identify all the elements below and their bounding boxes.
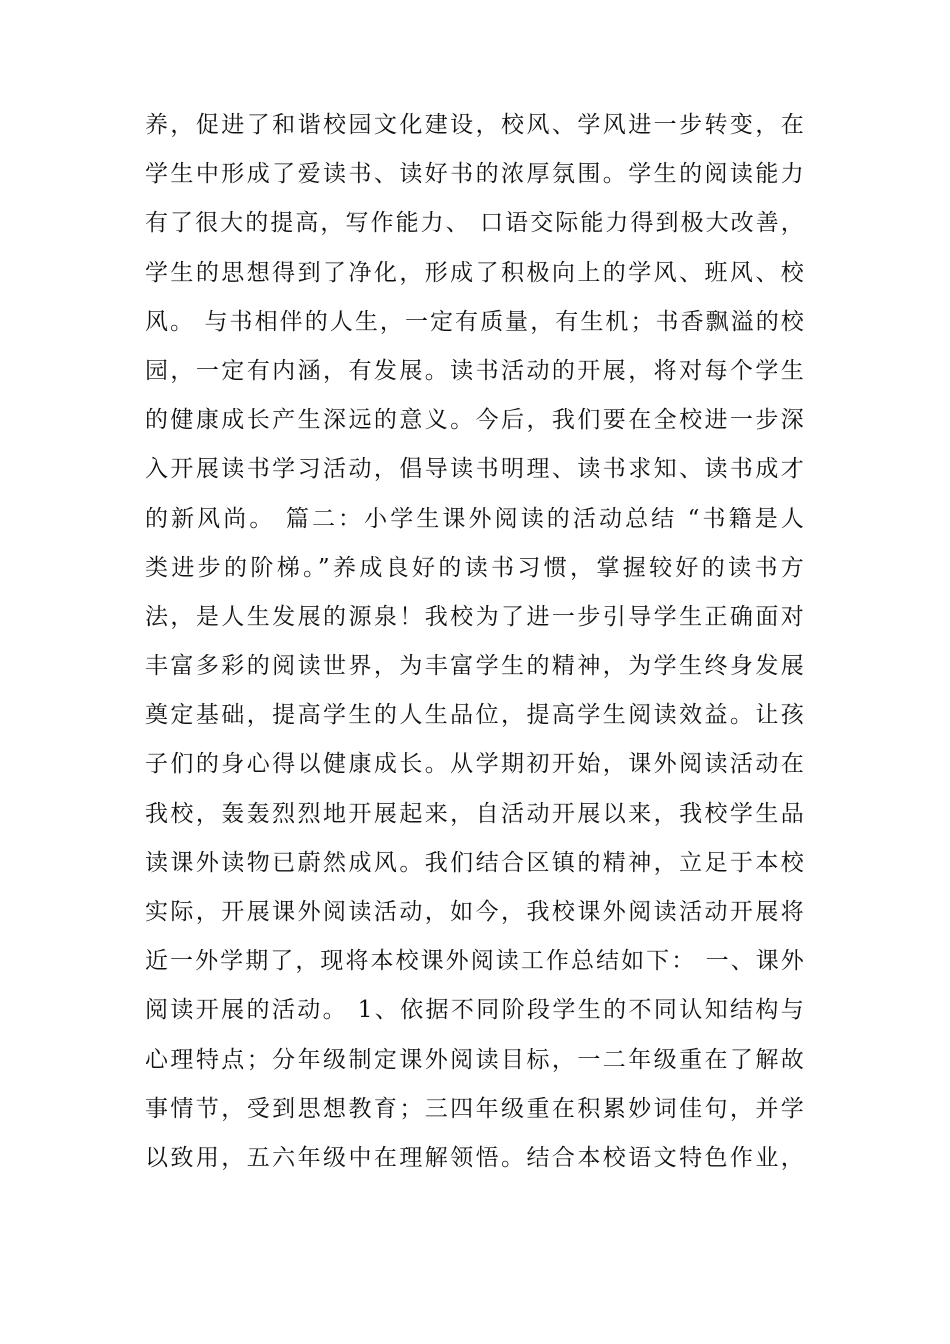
- text-line-1: 养，促进了和谐校园文化建设，校风、学风进一步转变，在: [145, 112, 805, 138]
- text-line-12: 丰富多彩的阅读世界，为丰富学生的精神，为学生终身发展: [145, 653, 805, 680]
- text-line-11: 法，是人生发展的源泉！我校为了进一步引导学生正确面对: [145, 603, 805, 630]
- text-line-16: 读课外读物已蔚然成风。我们结合区镇的精神，立足于本校: [145, 849, 805, 876]
- text-line-7: 的健康成长产生深远的意义。今后，我们要在全校进一步深: [145, 407, 805, 434]
- text-line-6: 园，一定有内涵，有发展。读书活动的开展，将对每个学生: [145, 357, 805, 384]
- body-text: [145, 101, 805, 1183]
- text-line-20: 心理特点；分年级制定课外阅读目标，一二年级重在了解故: [145, 1046, 805, 1073]
- text-line-3: 有了很大的提高，写作能力、 口语交际能力得到极大改善，: [145, 210, 805, 237]
- text-line-9: 的新风尚。 篇二：小学生课外阅读的活动总结 “书籍是人: [145, 505, 805, 532]
- text-line-8: 入开展读书学习活动，倡导读书明理、读书求知、读书成才: [145, 456, 805, 483]
- text-line-2: 学生中形成了爱读书、读好书的浓厚氛围。学生的阅读能力: [145, 161, 805, 188]
- text-line-4: 学生的思想得到了净化，形成了积极向上的学风、班风、校: [145, 259, 805, 286]
- text-line-17: 实际，开展课外阅读活动，如今，我校课外阅读活动开展将: [145, 899, 805, 925]
- text-line-19: 阅读开展的活动。 1、依据不同阶段学生的不同认知结构与: [145, 997, 805, 1024]
- text-line-5: 风。 与书相伴的人生，一定有质量，有生机；书香飘溢的校: [145, 308, 805, 335]
- text-line-15: 我校，轰轰烈烈地开展起来，自活动开展以来，我校学生品: [145, 800, 805, 827]
- text-line-21: 事情节，受到思想教育；三四年级重在积累妙词佳句，并学: [145, 1095, 805, 1122]
- text-line-14: 子们的身心得以健康成长。从学期初开始，课外阅读活动在: [145, 751, 805, 778]
- text-line-13: 奠定基础，提高学生的人生品位，提高学生阅读效益。让孩: [145, 702, 805, 729]
- text-line-10: 类进步的阶梯。”养成良好的读书习惯，掌握较好的读书方: [145, 554, 805, 581]
- text-line-18: 近一外学期了，现将本校课外阅读工作总结如下： 一、课外: [145, 948, 805, 975]
- text-line-22: 以致用，五六年级中在理解领悟。结合本校语文特色作业，: [145, 1144, 805, 1171]
